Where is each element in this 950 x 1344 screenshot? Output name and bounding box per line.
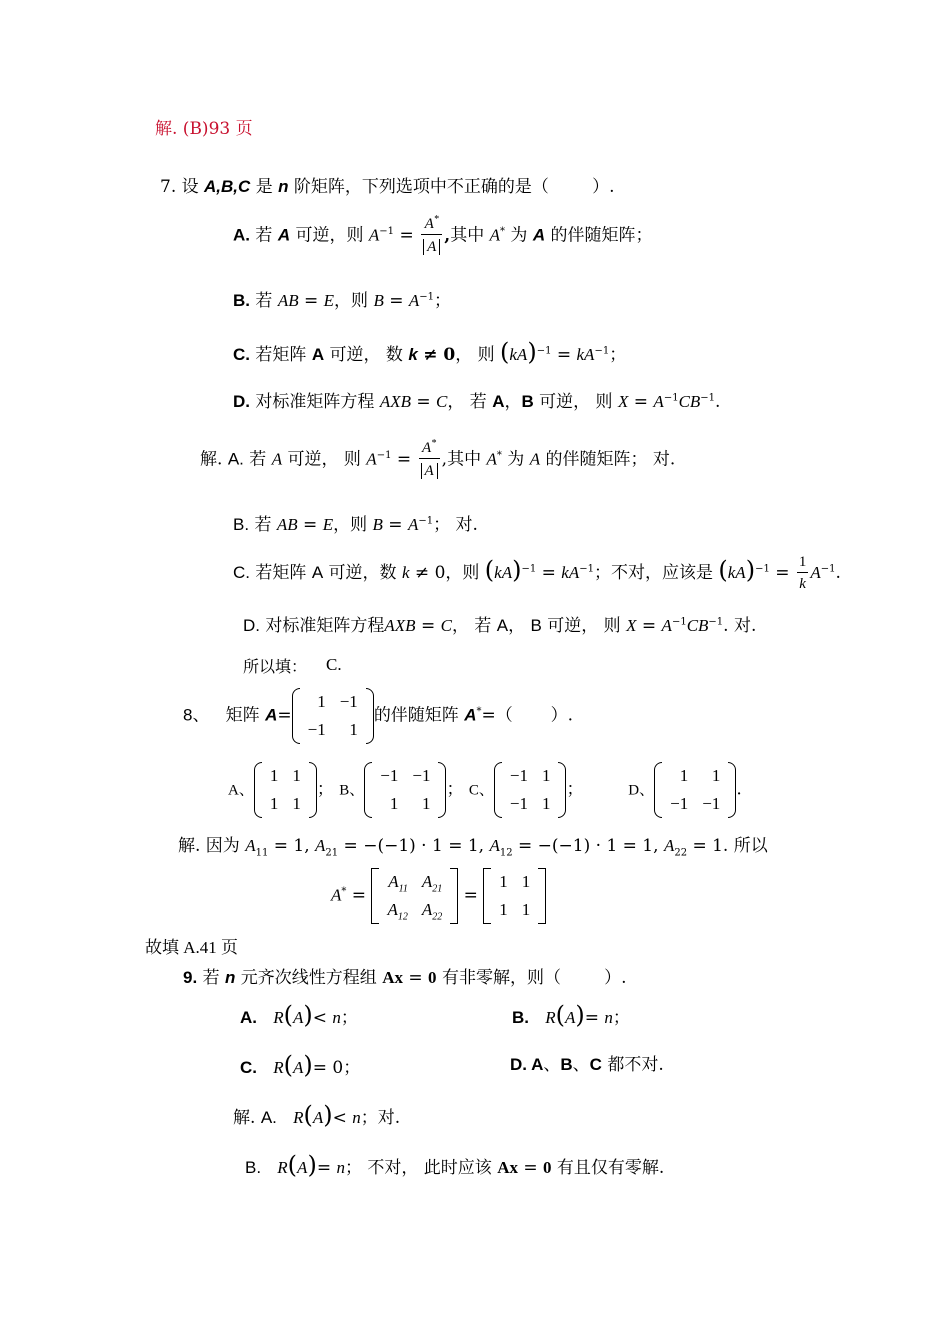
q8-option-0-cell-0-0: 1 [269,766,279,785]
q8-matrix [292,688,374,744]
q8-option-3-cell-0-0: 1 [679,766,689,785]
q7-option-c: C. 若矩阵 A 可逆， 数 k ≠ 0， 则 $(kA)^{-1} = kA^{-1}$； [233,338,627,366]
q8-option-d-matrix [654,762,736,818]
sol8-result-matrix [483,868,546,924]
q8-option-1-cell-0-0: −1 [380,766,399,785]
q8-option-2-cell-0-1: 1 [541,766,551,785]
q8-option-1-cell-1-1: 1 [421,794,431,813]
q8-option-3-cell-1-0: −1 [670,794,689,813]
q8-matrix-cell-0-1: −1 [339,692,358,711]
sol8-line1: 解. 因为 $A_{11} = 1$, $A_{21} = -(-1) \cdot 1 = 1$, $A_{12} = -(-1) \cdot 1 = 1$, $A_{22} = 1$. 所以 [178,836,768,859]
q8-option-3-cell-1-1: −1 [702,794,721,813]
sol7-b: B. 若 AB = E，则 $B = A^{-1}$； 对. [233,515,478,535]
question-9-stem: 9. 若 n 元齐次线性方程组 Ax = 0 有非零解，则（ ）. [183,968,627,988]
q8-option-1-cell-0-1: −1 [412,766,431,785]
q8-option-c-matrix [494,762,567,818]
sol7-a: 解. A. 若 A 可逆， 则 $A^{-1}$ = $\frac{A^*}{A}$ ,其中 A* 为 A 的伴随矩阵； 对. [200,438,676,479]
question-7-stem: 7. 设 A,B,C 是 n 阶矩阵，下列选项中不正确的是（ ）. [160,177,615,197]
q7-option-a: A. 若 A 可逆，则 $A^{-1}$ = $\frac{A^*}{A}$ ,其中 A* 为 A 的伴随矩阵； [233,214,653,255]
q8-matrix-cell-1-1: 1 [349,720,358,739]
sol8-result-cell-0-0: 1 [499,872,508,891]
q9-number: 9. [183,968,198,987]
sol8-result-cell-1-1: 1 [521,900,531,919]
question-8-stem: 8、 矩阵 A= 1 −1 −1 1 的伴随矩阵 A*=（ ）. [183,688,573,744]
answer-q6: 解. (B)93 页 [155,119,253,139]
sol8-cofactor-matrix: $A_{11}$ $A_{21}$ $A_{12}$ $A_{22}$ [371,868,458,924]
sol9-a: 解. A. R(A)< n；对. [233,1101,401,1129]
q8-option-2-cell-1-0: −1 [509,794,528,813]
sol8-result-cell-0-1: 1 [521,872,531,891]
q8-matrix-cell-1-0: −1 [307,720,326,739]
q8-option-a-matrix [254,762,317,818]
sol7-c: C. 若矩阵 A 可逆，数 k ≠ 0，则 $(kA)^{-1} = kA^{-1}$；不对，应该是 (kA)$^{-1}$ = $\frac{1}{k}$ $A^{-1}$. [233,554,841,592]
sol7-d: D. 对标准矩阵方程AXB = C， 若 A， B 可逆， 则 $X = A^{-1}CB^{-1}$. 对. [243,616,757,636]
sol8-conclusion: 故填 A.41 页 [145,938,239,957]
q8-option-0-cell-1-1: 1 [292,794,301,813]
q8-option-b-matrix [364,762,446,818]
q8-option-b-label: B、 [339,782,365,799]
q8-option-c-label: C、 [468,782,494,799]
q9-option-a: A. R(A)< n； [240,1001,358,1029]
q8-option-2-cell-0-0: −1 [509,766,528,785]
q7-option-b: B. 若 AB = E，则 $B = A^{-1}$； [233,291,452,311]
q8-option-2-cell-1-1: 1 [541,794,551,813]
sol8-line2: A* = $A_{11}$ $A_{21}$ $A_{12}$ $A_{22}$ = 1 1 1 1 [331,868,546,924]
sol7-fill-label: 所以填： [243,657,308,676]
sol7-answer: C. [326,655,342,674]
sol8-result-cell-1-0: 1 [499,900,508,919]
q9-option-c: C. R(A)= 0； [240,1051,361,1079]
q9-option-b: B. R(A)= n； [512,1001,630,1029]
q8-option-a-label: A、 [228,782,254,799]
q8-option-3-cell-0-1: 1 [711,766,721,785]
q8-option-d-label: D、 [628,782,655,799]
q9-option-d: D. A、B、C 都不对. [510,1055,664,1075]
sol9-b: B. R(A)= n； 不对， 此时应该 Ax = 0 有且仅有零解. [245,1151,665,1179]
q8-number: 8、 [183,705,210,725]
q8-option-1-cell-1-0: 1 [389,794,399,813]
q8-option-0-cell-1-0: 1 [269,794,279,813]
q8-options: A、 1 1 1 1 ； B、 −1 −1 1 1 ； C、 −1 1 −1 1 ； D、 1 1 −1 −1 . [228,762,742,818]
q8-option-0-cell-0-1: 1 [292,766,301,785]
q7-option-d: D. 对标准矩阵方程 AXB = C， 若 A，B 可逆， 则 $X = A^{-1}CB^{-1}$. [233,392,721,412]
q8-matrix-cell-0-0: 1 [317,692,326,711]
